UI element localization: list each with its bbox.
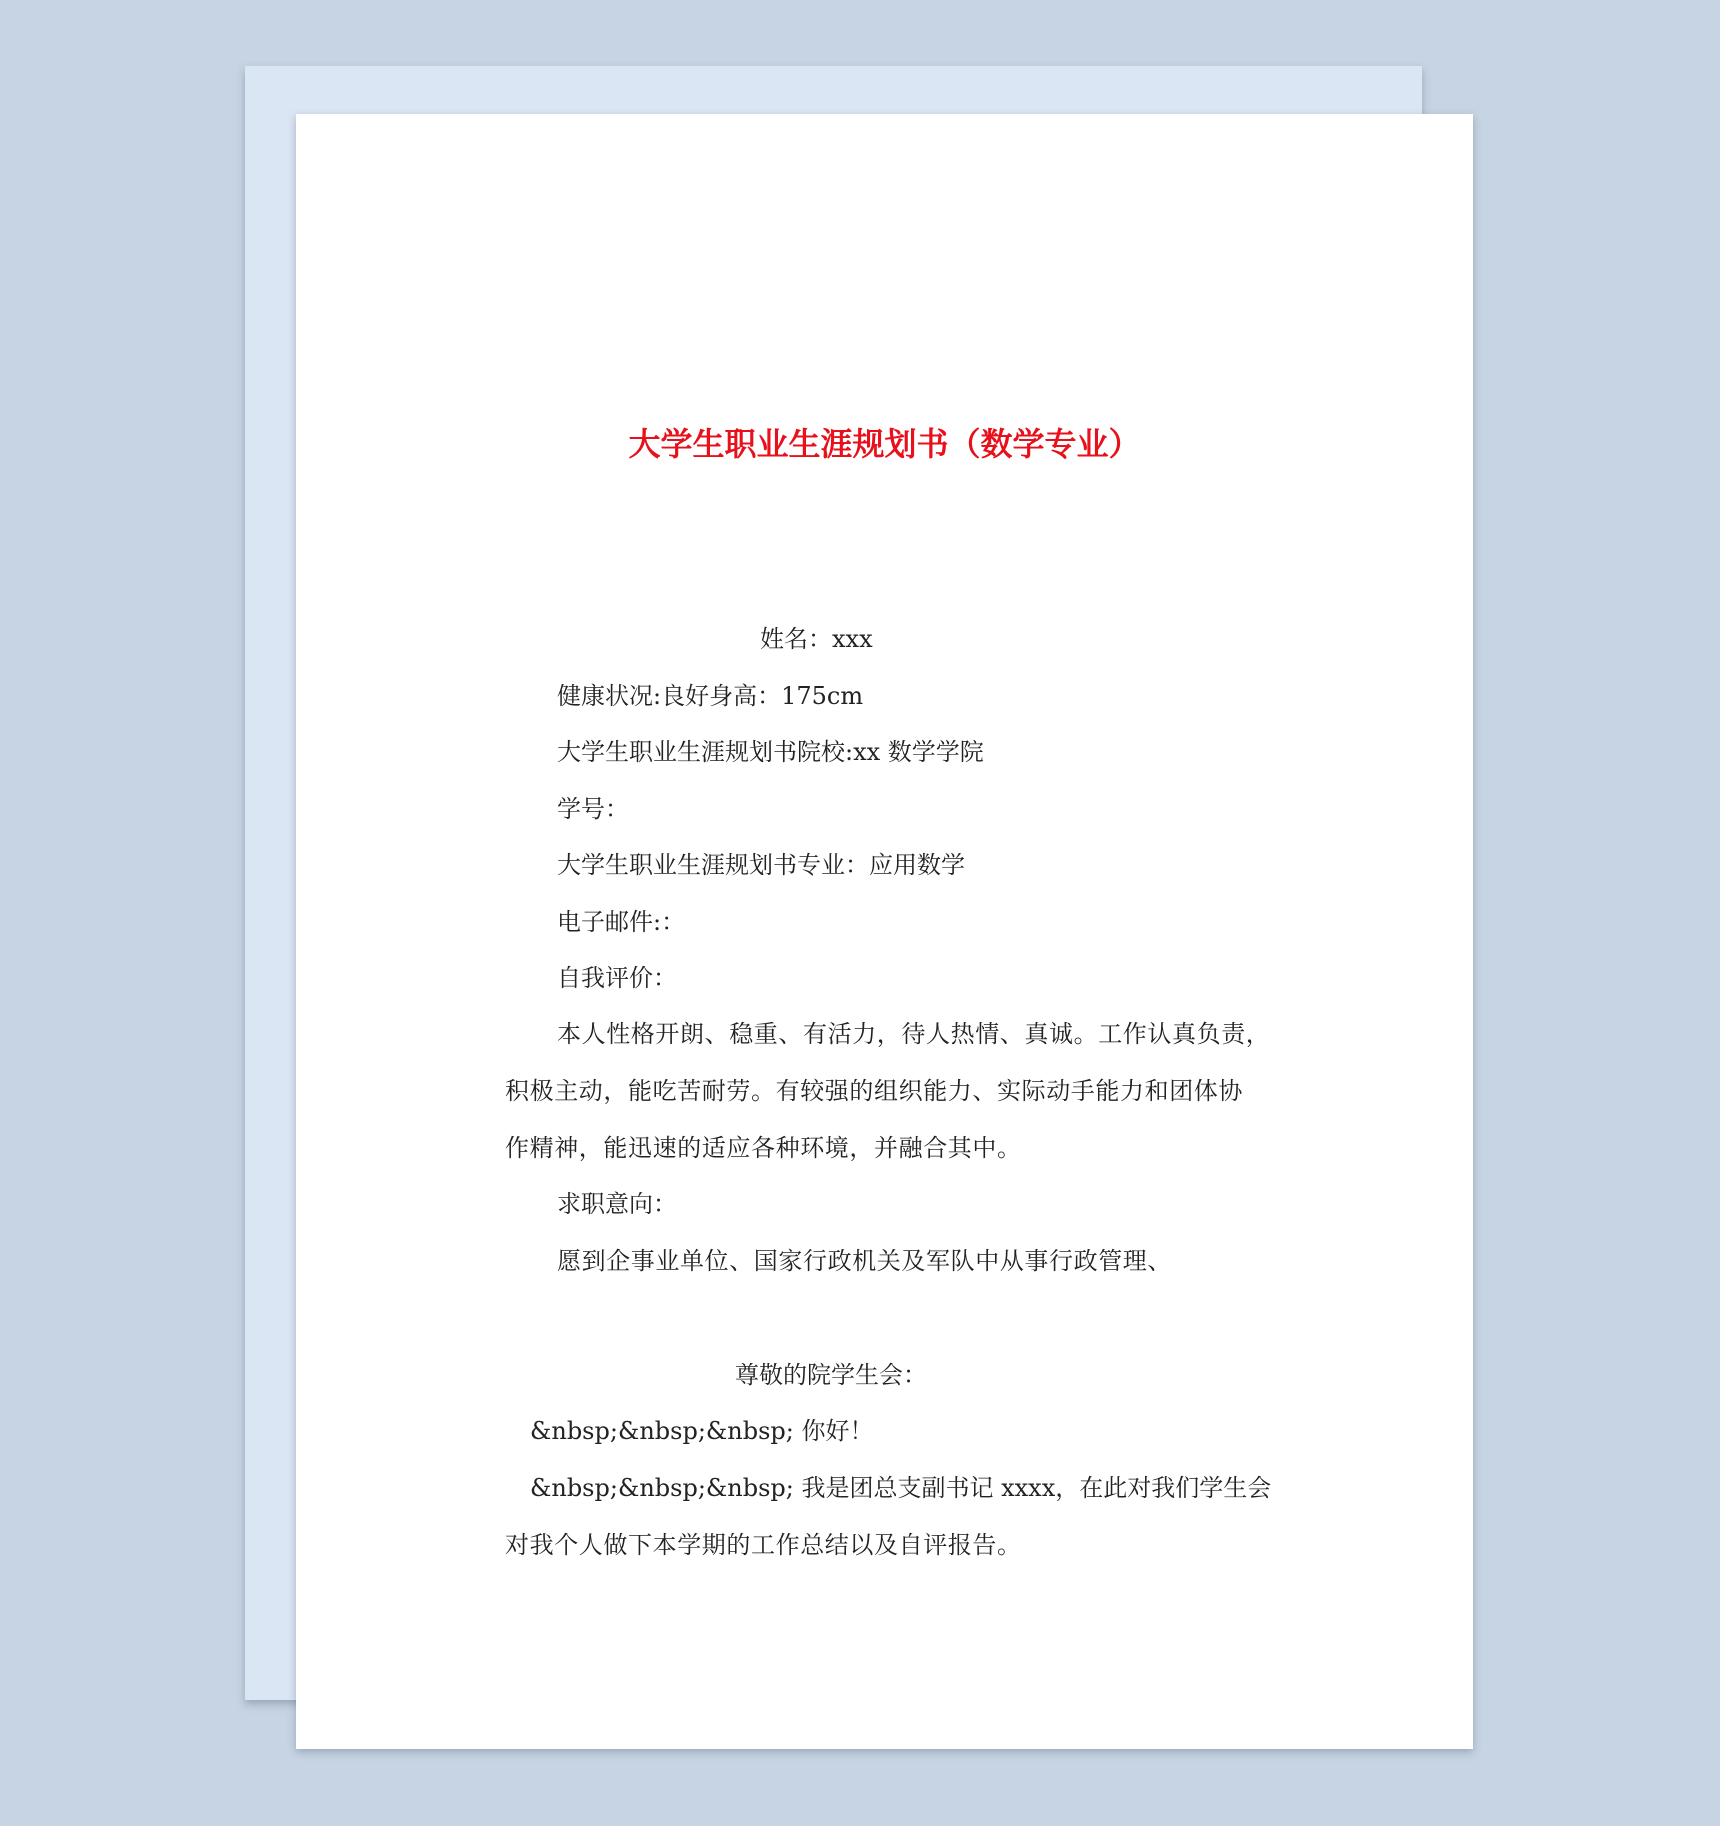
job-intent-line: 愿到企事业单位、国家行政机关及军队中从事行政管理、 (557, 1247, 1172, 1275)
greeting: &nbsp;&nbsp;&nbsp; 你好！ (530, 1417, 874, 1445)
email-line: 电子邮件:： (557, 908, 686, 936)
name-line: 姓名：xxx (760, 625, 873, 653)
intro-line: 对我个人做下本学期的工作总结以及自评报告。 (505, 1531, 1022, 1559)
document-page (296, 114, 1473, 1749)
health-line: 健康状况:良好身高：175cm (557, 682, 864, 710)
intro-line: &nbsp;&nbsp;&nbsp; 我是团总支副书记 xxxx，在此对我们学生会 (530, 1474, 1272, 1502)
self-eval-line: 积极主动，能吃苦耐劳。有较强的组织能力、实际动手能力和团体协 (505, 1077, 1243, 1105)
school-line: 大学生职业生涯规划书院校:xx 数学学院 (557, 738, 984, 766)
self-eval-line: 本人性格开朗、稳重、有活力，待人热情、真诚。工作认真负责， (557, 1020, 1271, 1048)
job-intent-heading: 求职意向： (557, 1190, 677, 1218)
document-title: 大学生职业生涯规划书（数学专业） (628, 425, 1141, 463)
student-id-line: 学号： (557, 795, 629, 823)
salutation: 尊敬的院学生会： (735, 1361, 927, 1389)
self-eval-line: 作精神，能迅速的适应各种环境，并融合其中。 (505, 1134, 1022, 1162)
major-line: 大学生职业生涯规划书专业：应用数学 (557, 851, 965, 879)
self-eval-heading: 自我评价： (557, 964, 677, 992)
